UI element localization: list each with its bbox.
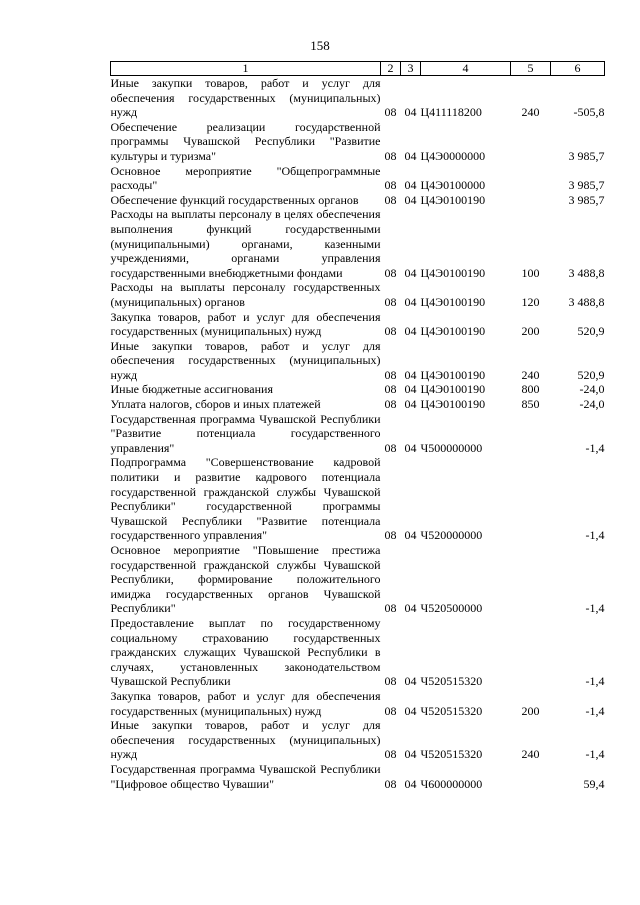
row-subsection-cell: 04 — [404, 397, 417, 412]
row-subsection-cell: 04 — [404, 265, 417, 280]
table-row — [111, 616, 605, 689]
row-amount-cell: 3 488,8 — [568, 294, 605, 309]
table-body — [111, 76, 605, 792]
row-amount-cell: -1,4 — [585, 440, 605, 455]
row-amount-cell: 3 488,8 — [568, 265, 605, 280]
row-name-cell: Закупка товаров, работ и услуг для обеспечения государственных (муниципальных) нужд — [110, 688, 381, 718]
row-target-code-cell: Ч520515320 — [420, 747, 483, 762]
row-name-cell: Государственная программа Чувашской Республики "Развитие потенциала государственного управления" — [110, 411, 381, 455]
column-header-4: 4 — [421, 62, 511, 76]
row-amount-cell: 3 985,7 — [568, 148, 605, 163]
table-row — [111, 412, 605, 456]
row-section-cell: 08 — [384, 674, 397, 689]
row-target-code-cell: Ц411118200 — [420, 105, 482, 120]
row-name-cell: Иные бюджетные ассигнования — [110, 382, 273, 397]
row-subsection-cell: 04 — [404, 703, 417, 718]
row-section-cell: 08 — [384, 105, 397, 120]
row-target-code-cell: Ц4Э0100190 — [420, 367, 486, 382]
row-target-code-cell: Ч520515320 — [420, 703, 483, 718]
row-target-code-cell: Ц4Э0100190 — [420, 192, 486, 207]
table-row — [111, 762, 605, 791]
table-row — [111, 310, 605, 339]
row-amount-cell: 520,9 — [577, 367, 605, 382]
row-target-code-cell: Ц4Э0000000 — [420, 148, 486, 163]
row-subsection-cell: 04 — [404, 674, 417, 689]
row-amount-cell: -1,4 — [585, 528, 605, 543]
table-row — [111, 543, 605, 616]
row-amount-cell: -1,4 — [585, 601, 605, 616]
column-header-1: 1 — [111, 62, 381, 76]
table-row — [111, 397, 605, 412]
row-amount-cell: 59,4 — [583, 776, 605, 791]
row-expense-type-cell — [511, 762, 551, 791]
row-target-code-cell: Ц4Э0100190 — [420, 294, 486, 309]
row-subsection-cell: 04 — [404, 601, 417, 616]
table-row — [111, 339, 605, 383]
row-amount-cell: 520,9 — [577, 324, 605, 339]
row-amount-cell: 3 985,7 — [568, 192, 605, 207]
row-name-cell: Иные закупки товаров, работ и услуг для обеспечения государственных (муниципальных) нужд — [110, 76, 381, 120]
row-section-cell: 08 — [384, 528, 397, 543]
row-subsection-cell: 04 — [404, 192, 417, 207]
row-name-cell: Подпрограмма "Совершенствование кадровой политики и развитие кадрового потенциала государственной гражданской службы Чувашской Республики" государственной программы Чувашской Республики "Развитие потенциала государственного управления" — [110, 455, 381, 543]
row-target-code-cell: Ч520515320 — [420, 674, 483, 689]
row-amount-cell: -505,8 — [573, 105, 605, 120]
row-section-cell: 08 — [384, 148, 397, 163]
row-expense-type-cell: 800 — [521, 382, 540, 397]
row-name-cell: Основное мероприятие "Общепрограммные расходы" — [110, 163, 381, 193]
row-subsection-cell: 04 — [404, 747, 417, 762]
row-section-cell: 08 — [384, 703, 397, 718]
table-row — [111, 76, 605, 120]
row-target-code-cell: Ч600000000 — [420, 776, 483, 791]
row-expense-type-cell — [511, 543, 551, 616]
row-expense-type-cell — [511, 455, 551, 543]
table-row — [111, 718, 605, 762]
row-expense-type-cell — [511, 120, 551, 164]
table-row — [111, 120, 605, 164]
row-section-cell: 08 — [384, 192, 397, 207]
row-section-cell: 08 — [384, 178, 397, 193]
row-subsection-cell: 04 — [404, 294, 417, 309]
row-section-cell: 08 — [384, 747, 397, 762]
row-name-cell: Обеспечение функций государственных органов — [110, 192, 359, 207]
row-target-code-cell: Ц4Э0100190 — [420, 382, 486, 397]
table-row — [111, 382, 605, 397]
row-subsection-cell: 04 — [404, 148, 417, 163]
row-subsection-cell: 04 — [404, 324, 417, 339]
row-amount-cell: -1,4 — [585, 674, 605, 689]
column-header-5: 5 — [511, 62, 551, 76]
table-row — [111, 164, 605, 193]
row-target-code-cell: Ц4Э0100000 — [420, 178, 486, 193]
page-number: 158 — [310, 38, 330, 53]
row-subsection-cell: 04 — [404, 528, 417, 543]
row-expense-type-cell — [511, 412, 551, 456]
row-subsection-cell: 04 — [404, 367, 417, 382]
row-name-cell: Обеспечение реализации государственной программы Чувашской Республики "Развитие культуры и туризма" — [110, 119, 381, 163]
row-target-code-cell: Ч520000000 — [420, 528, 483, 543]
row-target-code-cell: Ц4Э0100190 — [420, 324, 486, 339]
table-row — [111, 207, 605, 280]
row-target-code-cell: Ц4Э0100190 — [420, 265, 486, 280]
column-header-2: 2 — [381, 62, 401, 76]
row-name-cell: Иные закупки товаров, работ и услуг для обеспечения государственных (муниципальных) нужд — [110, 718, 381, 762]
row-name-cell: Закупка товаров, работ и услуг для обеспечения государственных (муниципальных) нужд — [110, 309, 381, 339]
row-expense-type-cell — [511, 616, 551, 689]
row-section-cell: 08 — [384, 294, 397, 309]
row-amount-cell: 3 985,7 — [568, 178, 605, 193]
row-amount-cell: -24,0 — [579, 382, 605, 397]
row-expense-type-cell: 100 — [521, 265, 540, 280]
row-name-cell: Государственная программа Чувашской Республики "Цифровое общество Чувашии" — [110, 761, 381, 791]
table-row — [111, 689, 605, 718]
row-expense-type-cell: 240 — [521, 105, 540, 120]
table-header-row — [111, 62, 605, 76]
row-target-code-cell: Ч500000000 — [420, 440, 483, 455]
row-subsection-cell: 04 — [404, 382, 417, 397]
row-expense-type-cell — [511, 164, 551, 193]
row-amount-cell: -1,4 — [585, 747, 605, 762]
row-expense-type-cell: 240 — [521, 367, 540, 382]
row-section-cell: 08 — [384, 265, 397, 280]
column-header-3: 3 — [401, 62, 421, 76]
row-name-cell: Расходы на выплаты персоналу государственных (муниципальных) органов — [110, 280, 381, 309]
row-expense-type-cell: 850 — [521, 397, 540, 412]
row-expense-type-cell: 200 — [521, 703, 540, 718]
row-name-cell: Предоставление выплат по государственному социальному страхованию государственных гражданских служащих Чувашской Республики в случаях, установленных законодательством Чувашской Республики — [110, 615, 381, 689]
row-name-cell: Основное мероприятие "Повышение престижа государственной гражданской службы Чувашской Республики, формирование положительного имиджа государственных органов Чувашской Республики" — [110, 543, 381, 616]
row-section-cell: 08 — [384, 601, 397, 616]
budget-table — [110, 61, 605, 791]
row-section-cell: 08 — [384, 324, 397, 339]
table-row — [111, 455, 605, 543]
column-header-6: 6 — [551, 62, 605, 76]
row-section-cell: 08 — [384, 440, 397, 455]
row-section-cell: 08 — [384, 776, 397, 791]
row-target-code-cell: Ц4Э0100190 — [420, 397, 486, 412]
row-name-cell: Расходы на выплаты персоналу в целях обеспечения выполнения функций государственными (муниципальными) органами, казенными учреждениями, органами управления государственными внебюджетными фондами — [110, 207, 381, 280]
row-name-cell: Уплата налогов, сборов и иных платежей — [110, 397, 321, 412]
row-subsection-cell: 04 — [404, 440, 417, 455]
row-name-cell: Иные закупки товаров, работ и услуг для обеспечения государственных (муниципальных) нужд — [110, 338, 381, 382]
table-row — [111, 280, 605, 309]
table-row — [111, 193, 605, 208]
row-amount-cell: -1,4 — [585, 703, 605, 718]
row-expense-type-cell: 120 — [521, 294, 540, 309]
row-target-code-cell: Ч520500000 — [420, 601, 483, 616]
row-expense-type-cell — [511, 193, 551, 208]
row-section-cell: 08 — [384, 397, 397, 412]
row-subsection-cell: 04 — [404, 776, 417, 791]
row-expense-type-cell: 240 — [521, 747, 540, 762]
row-section-cell: 08 — [384, 382, 397, 397]
row-section-cell: 08 — [384, 367, 397, 382]
row-subsection-cell: 04 — [404, 105, 417, 120]
row-amount-cell: -24,0 — [579, 397, 605, 412]
row-expense-type-cell: 200 — [521, 324, 540, 339]
row-subsection-cell: 04 — [404, 178, 417, 193]
